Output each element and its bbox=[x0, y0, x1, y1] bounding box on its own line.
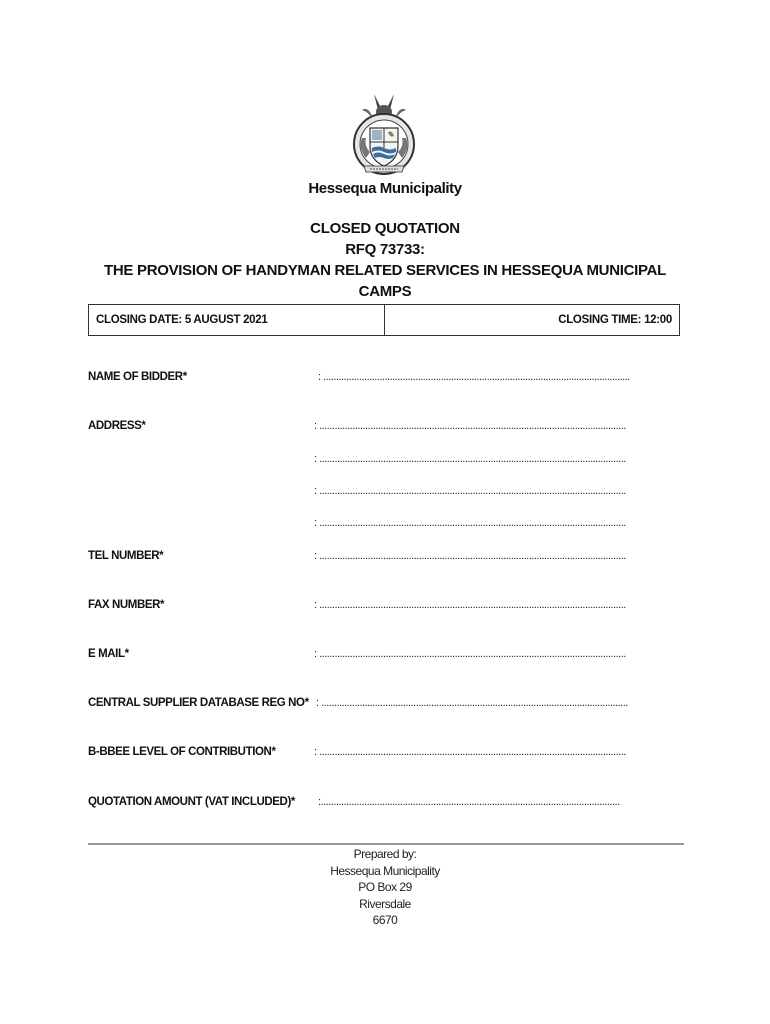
email-field[interactable]: : ........................................................................................................................ bbox=[314, 648, 626, 660]
closing-details-table bbox=[88, 304, 680, 336]
quotation-amount-label: QUOTATION AMOUNT (VAT INCLUDED)* bbox=[88, 796, 295, 808]
csd-reg-no-label: CENTRAL SUPPLIER DATABASE REG NO* bbox=[88, 697, 309, 709]
footer-divider bbox=[88, 843, 684, 845]
title-line-3: THE PROVISION OF HANDYMAN RELATED SERVICES IN HESSEQUA MUNICIPAL bbox=[104, 262, 666, 279]
prepared-by-postal-code: 6670 bbox=[372, 913, 398, 927]
email-label: E MAIL* bbox=[88, 648, 129, 660]
quotation-amount-field[interactable]: :..................................................................................................................... bbox=[318, 796, 620, 808]
prepared-by-block bbox=[0, 846, 770, 929]
municipal-crest-logo bbox=[348, 92, 420, 178]
bbbee-level-label: B-BBEE LEVEL OF CONTRIBUTION* bbox=[88, 746, 276, 758]
address-label: ADDRESS* bbox=[88, 420, 146, 432]
csd-reg-no-field[interactable]: : ........................................................................................................................ bbox=[316, 697, 628, 709]
prepared-by-label: Prepared by: bbox=[353, 847, 417, 861]
prepared-by-town: Riversdale bbox=[359, 896, 411, 911]
document-title bbox=[0, 218, 770, 302]
address-field-line-3[interactable]: : ........................................................................................................................ bbox=[314, 485, 626, 497]
closing-time: CLOSING TIME: 12:00 bbox=[558, 314, 672, 326]
tel-number-label: TEL NUMBER* bbox=[88, 550, 164, 562]
name-of-bidder-field[interactable]: : ........................................................................................................................ bbox=[318, 371, 630, 383]
title-line-4: CAMPS bbox=[358, 283, 412, 300]
address-field-line-2[interactable]: : ........................................................................................................................ bbox=[314, 453, 626, 465]
tel-number-field[interactable]: : ........................................................................................................................ bbox=[314, 550, 626, 562]
prepared-by-org: Hessequa Municipality bbox=[330, 863, 440, 878]
address-field-line-4[interactable]: : ........................................................................................................................ bbox=[314, 517, 626, 529]
name-of-bidder-label: NAME OF BIDDER* bbox=[88, 371, 187, 383]
address-field-line-1[interactable]: : ........................................................................................................................ bbox=[314, 420, 626, 432]
bbbee-level-field[interactable]: : ........................................................................................................................ bbox=[314, 746, 626, 758]
fax-number-field[interactable]: : ........................................................................................................................ bbox=[314, 599, 626, 611]
closing-date: CLOSING DATE: 5 AUGUST 2021 bbox=[89, 305, 385, 335]
organization-name: Hessequa Municipality bbox=[308, 180, 462, 197]
title-line-1: CLOSED QUOTATION bbox=[310, 220, 460, 237]
prepared-by-po-box: PO Box 29 bbox=[358, 880, 412, 894]
fax-number-label: FAX NUMBER* bbox=[88, 599, 165, 611]
title-line-2: RFQ 73733: bbox=[345, 241, 425, 258]
